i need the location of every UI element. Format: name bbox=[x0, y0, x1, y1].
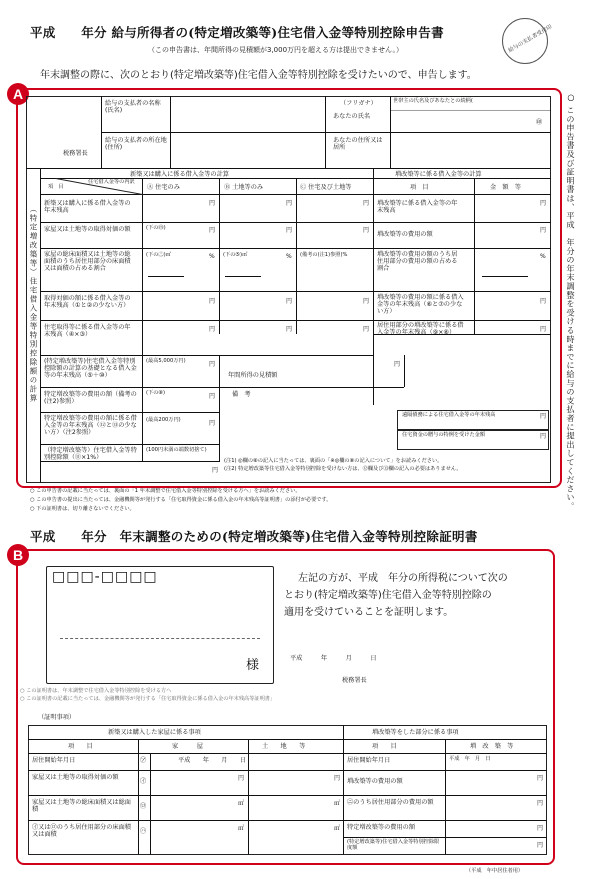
footer-note-3: ○ 下の証明書は、切り離さないでください。 bbox=[30, 506, 135, 512]
yen-unit: 円 bbox=[363, 200, 370, 207]
cert-row-4: ㋑又は㋺のうち居住用部分の床面積又は面積 bbox=[32, 824, 131, 839]
cert-text-1: 左記の方が、平成 年分の所得税について次の bbox=[298, 573, 508, 584]
yen-unit: 円 bbox=[540, 433, 547, 440]
row-12-label: 特定増改築等の費用の額（備考の(注2)参照） bbox=[44, 391, 137, 406]
cert-reno-row-2: 増改築等の費用の額 bbox=[347, 778, 403, 785]
cert-col-land: 土 地 等 bbox=[262, 743, 306, 750]
col-c-both: Ⓒ 住宅及び土地等 bbox=[300, 184, 352, 191]
note-1: (注1) ◎欄の⑧の記入に当たっては、裏面の「※◎欄の⑧の記入について」をお読みください。 bbox=[224, 458, 443, 464]
yen-unit: 円 bbox=[209, 326, 216, 333]
cert-col-reno: 増 改 築 等 bbox=[470, 743, 514, 750]
furigana-label: （フリガナ） bbox=[340, 100, 377, 107]
reno-amount-label: 金 額 等 bbox=[490, 184, 521, 191]
yen-unit: 円 bbox=[286, 227, 293, 234]
yen-unit: 円 bbox=[212, 467, 219, 474]
yen-unit: 円 bbox=[540, 200, 547, 207]
note-2: (注2) 特定増改築等住宅借入金等特別控除を受けない方は、⑫欄及び⑬欄の記入の必要はありません。 bbox=[224, 466, 462, 472]
cert-reno-row-5: (特定増改築等)住宅借入金等特別控除限度額 bbox=[347, 839, 440, 851]
row-1-label: 新築又は購入に係る借入金等の年末残高 bbox=[44, 200, 131, 215]
mark-ha: ㋩ bbox=[140, 828, 147, 835]
ref-note: (下の㊃) bbox=[146, 225, 166, 231]
yen-unit: 円 bbox=[334, 775, 341, 782]
yen-unit: 円 bbox=[394, 361, 401, 368]
payer-address-field[interactable] bbox=[172, 134, 322, 166]
yen-unit: 円 bbox=[286, 200, 293, 207]
yen-unit: 円 bbox=[540, 326, 547, 333]
mark-i: ㋑ bbox=[140, 778, 147, 785]
area-ref-b: (下の⑤)㎡ bbox=[223, 252, 248, 258]
note-b-1: ○ この証明書は、年末調整で住宅借入金等特別控除を受ける方へ bbox=[20, 688, 172, 694]
row-3-label: 家屋の総床面積又は土地等の総面積のうち居住用部分の床面積又は面積の占める割合 bbox=[44, 251, 131, 273]
cert-date-cell-2: 平成 年 月 日 bbox=[449, 756, 491, 762]
yen-unit: 円 bbox=[540, 298, 547, 305]
area-ref-a: (下の㊂)㎡ bbox=[146, 252, 171, 258]
tax-office-b: 税務署長 bbox=[342, 677, 367, 684]
col-diag-label: 住宅借入金等の内訳 bbox=[88, 179, 135, 185]
yen-unit: 円 bbox=[537, 825, 544, 832]
yen-unit: 円 bbox=[209, 200, 216, 207]
income-estimate-label: 年間所得の見積額 bbox=[228, 372, 278, 379]
yen-unit: 円 bbox=[209, 227, 216, 234]
stamp-label: 給与の支払者受付印 bbox=[507, 24, 554, 55]
cert-text-2: とおり(特定増改築等)住宅借入金等特別控除の bbox=[284, 590, 492, 601]
sqm-unit: ㎡ bbox=[334, 800, 341, 807]
sqm-unit: ㎡ bbox=[334, 825, 341, 832]
side-instruction: ○ この申告書及び証明書は、平成 年分の年末調整を受ける時までに給与の支払者に提出してください。 bbox=[566, 92, 576, 511]
reno-row-10: 居住用部分の増改築等に係る借入金等の年末残高（⑨×⑧） bbox=[377, 322, 464, 337]
your-name-label: あなたの氏名 bbox=[333, 113, 371, 120]
area-ref-c: (備考の(注1)参照)% bbox=[300, 252, 348, 258]
cert-col-item: 項 目 bbox=[68, 743, 93, 750]
row-13-label: 特定増改築等の費用の額に係る借入金等の年末残高（⑫と⑬の少ない方）（注2参照） bbox=[44, 415, 137, 437]
pct-unit: % bbox=[540, 253, 546, 260]
cert-reno-row-4: 特定増改築等の費用の額 bbox=[347, 824, 416, 831]
your-address-field[interactable] bbox=[392, 134, 548, 166]
sqm-unit: ㎡ bbox=[238, 825, 245, 832]
tax-office-label: 税務署長 bbox=[63, 150, 88, 157]
cert-reno-row-3: ㋥のうち居住用部分の費用の額 bbox=[347, 799, 434, 806]
cert-reno-row-1: 居住開始年月日 bbox=[347, 757, 391, 764]
max-200-note: (最高200万円) bbox=[146, 417, 181, 423]
cert-row-3: 家屋又は土地等の総床面積又は総面積 bbox=[32, 799, 131, 814]
your-address-label: あなたの住所又は居所 bbox=[333, 137, 383, 152]
cert-row-2: 家屋又は土地等の取得対価の額 bbox=[32, 774, 119, 781]
calc-side-label: （特定増改築等）住宅借入金等特別控除額の計算 bbox=[29, 205, 38, 403]
yen-unit: 円 bbox=[209, 420, 216, 427]
reno-row-9: 増改築等の費用の額に係る借入金等の年末残高（⑥と⑦の少ない方） bbox=[377, 294, 464, 316]
yen-unit: 円 bbox=[537, 775, 544, 782]
row-4-label: 取得対価の額に係る借入金等の年末残高（①と②の少ない方） bbox=[44, 295, 131, 310]
sama-honorific: 様 bbox=[246, 658, 260, 673]
cert-col-item-2: 項 目 bbox=[372, 743, 397, 750]
yen-unit: 円 bbox=[209, 298, 216, 305]
yen-unit: 円 bbox=[363, 298, 370, 305]
yen-unit: 円 bbox=[540, 227, 547, 234]
max-5000-note: (最高5,000万円) bbox=[146, 358, 186, 364]
form-a-title: 平成 年分 給与所得者の(特定増改築等)住宅借入金等特別控除申告書 bbox=[30, 25, 444, 40]
cert-items-label: （証明事項） bbox=[38, 714, 76, 721]
form-b-title: 平成 年分 年末調整のための(特定増改築等)住宅借入金等特別控除証明書 bbox=[30, 529, 478, 544]
row-14-label: （特定増改築等）住宅借入金等特別控除額（⑪×1%） bbox=[44, 447, 137, 462]
cert-text-3: 適用を受けていることを証明します。 bbox=[284, 607, 454, 618]
col-a-house: Ⓐ 住宅のみ bbox=[147, 184, 180, 191]
round-note: (100円未満の端数切捨て) bbox=[146, 447, 207, 453]
section-b-badge: B bbox=[7, 544, 29, 566]
reno-row-8: 増改築等の費用の額のうち居住用部分の費用の額の占める割合 bbox=[377, 251, 458, 273]
reno-row-7: 増改築等の費用の額 bbox=[377, 231, 433, 238]
row-11-label: (特定増改築等)住宅借入金等特別控除額の計算の基礎となる借入金等の年末残高（⑤＋⑩） bbox=[44, 358, 137, 380]
pct-unit: % bbox=[209, 253, 215, 260]
form-a-intro: 年末調整の際に、次のとおり(特定増改築等)住宅借入金等特別控除を受けたいので、申告します。 bbox=[40, 70, 477, 81]
yen-unit: 円 bbox=[537, 800, 544, 807]
renovation-header: 増改築等に係る借入金等の計算 bbox=[395, 171, 482, 178]
cert-date: 平成 年 月 日 bbox=[290, 655, 377, 662]
col-b-land: Ⓑ 土地等のみ bbox=[224, 184, 264, 191]
section-a-badge: A bbox=[7, 83, 29, 105]
footer-note-2: ○ この申告書の提出に当たっては、金融機関等が発行する「住宅取得資金に係る借入金の年末残高等証明書」の添付が必要です。 bbox=[30, 497, 332, 503]
payer-address-label: 給与の支払者の所在地(住所) bbox=[105, 137, 167, 152]
cert-col-house: 家 屋 bbox=[172, 743, 203, 750]
remarks-label: 備 考 bbox=[232, 391, 251, 398]
row-5-label: 住宅取得等に係る借入金等の年末残高（④×③） bbox=[44, 324, 131, 339]
under-8-note: (下の⑧) bbox=[146, 390, 166, 396]
yen-unit: 円 bbox=[540, 413, 547, 420]
form-b-footer: （平成 年中居住者用） bbox=[466, 868, 524, 874]
form-a-subtitle: （この申告書は、年間所得の見積額が3,000万円を超える方は提出できません。） bbox=[148, 46, 403, 54]
mark-ro: ㋺ bbox=[140, 803, 147, 810]
note-b-2: ○ この証明書の記載に当たっては、金融機関等が発行する「住宅取得資金に係る借入金の年末残高等証明書」 bbox=[20, 696, 276, 702]
cert-row-1: 居住開始年月日 bbox=[32, 757, 76, 764]
payer-name-field[interactable] bbox=[172, 98, 322, 130]
cert-reno-header: 増改築等をした部分に係る事項 bbox=[372, 729, 459, 736]
col-item-label: 項 目 bbox=[48, 184, 64, 190]
remote-debt-label: 遠隔債務による住宅借入金等の年末残高 bbox=[402, 412, 496, 418]
yen-unit: 円 bbox=[537, 842, 544, 849]
postal-code-boxes[interactable]: □□□-□□□□ bbox=[52, 569, 158, 585]
yen-unit: 円 bbox=[209, 393, 216, 400]
mark-a: ㋐ bbox=[140, 757, 147, 764]
yen-unit: 円 bbox=[363, 326, 370, 333]
reno-row-6: 増改築等に係る借入金等の年末残高 bbox=[377, 200, 458, 215]
yen-unit: 円 bbox=[286, 298, 293, 305]
new-purchase-header: 新築又は購入に係る借入金等の計算 bbox=[130, 171, 229, 178]
seal-mark: ㊞ bbox=[536, 119, 543, 126]
pct-unit: % bbox=[286, 253, 292, 260]
cert-new-header: 新築又は購入した家屋に係る事項 bbox=[108, 729, 201, 736]
yen-unit: 円 bbox=[363, 227, 370, 234]
footer-note-1: ○ この申告書の記載に当たっては、裏面の「1 年末調整で住宅借入金等特別控除を受ける方へ」をお読みください。 bbox=[30, 488, 301, 494]
yen-unit: 円 bbox=[286, 326, 293, 333]
row-2-label: 家屋又は土地等の取得対価の額 bbox=[44, 226, 131, 233]
gift-special-label: 住宅資金の贈与の特例を受けた金額 bbox=[402, 432, 486, 438]
yen-unit: 円 bbox=[209, 361, 216, 368]
your-name-field[interactable] bbox=[392, 108, 532, 130]
household-head-label: 世帯主の氏名及びあなたとの続柄( bbox=[393, 98, 473, 104]
sqm-unit: ㎡ bbox=[238, 800, 245, 807]
reno-item-label: 項 目 bbox=[410, 184, 429, 191]
payer-name-label: 給与の支払者の名称(氏名) bbox=[105, 100, 161, 115]
cert-date-cell: 平成 年 月 日 bbox=[178, 757, 247, 764]
yen-unit: 円 bbox=[238, 775, 245, 782]
